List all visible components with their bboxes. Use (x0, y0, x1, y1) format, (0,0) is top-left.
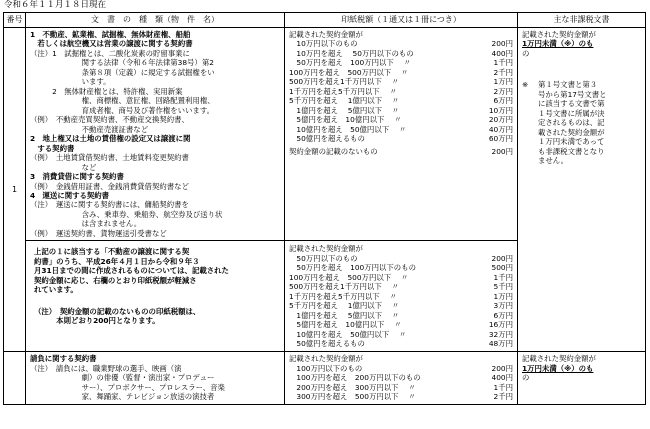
stamp-none-row (289, 147, 513, 156)
stamp-row (289, 301, 513, 310)
stamp-cell (285, 352, 518, 404)
nontax-line: の (522, 48, 530, 58)
text-line: 1 不動産、鉱業権、試掘権、無体財産権、船舶 (30, 30, 191, 39)
stamp-row (289, 383, 513, 392)
stamp-range: 50万円を超え 100万円以下のもの (289, 263, 416, 273)
stamp-range: 50億円を超えるもの (289, 339, 365, 348)
doc-type-cell (26, 352, 285, 404)
as-of-date: 令和６年１１月１８日現在 (4, 0, 107, 10)
stamp-row (289, 364, 513, 373)
text-line: 若しくは航空機又は営業の譲渡に関する契約書 (30, 39, 193, 49)
text-line: 4 運送に関する契約書 (30, 190, 110, 200)
nontax-note-line: １号文書に所属が決 (538, 108, 605, 118)
stamp-amount: 200円 (491, 253, 513, 263)
stamp-range: 5億円を超え 10億円以下 〃 (289, 115, 402, 125)
stamp-row (289, 254, 513, 263)
stamp-range: 500万円を超え1千万円以下 〃 (289, 282, 399, 292)
header-stamp: 印紙税額（１通又は１冊につき） (285, 13, 518, 28)
stamp-row (289, 273, 513, 282)
stamp-amount: 20万円 (488, 115, 513, 125)
box-text-line: 約書」のうち、平成26年４月１日から令和９年３ (34, 256, 200, 266)
stamp-amount: 16万円 (488, 320, 513, 330)
text-line: 条第８項（定義）に規定する試掘権をい (52, 67, 215, 77)
nontax-cell (518, 28, 646, 352)
stamp-amount: 200円 (491, 39, 513, 49)
text-line: （例） 金銭借用証書、金銭消費貸借契約書など (30, 181, 189, 191)
text-line: する契約書 (30, 143, 75, 153)
text-line: など (52, 162, 97, 172)
reduction-box-cell (26, 241, 518, 352)
nontax-note-line: 定されるものは、記 (538, 118, 605, 128)
nontax-line: の (522, 373, 530, 383)
stamp-row (289, 96, 513, 105)
stamp-amount: 1万円 (493, 77, 513, 87)
stamp-row (289, 77, 513, 86)
header-row (4, 13, 646, 28)
stamp-row (289, 311, 513, 320)
stamp-amount: 1千円 (493, 272, 513, 282)
stamp-amount: 1万円 (493, 291, 513, 301)
stamp-range: 100万円を超え 500万円以下 〃 (289, 272, 409, 282)
box-stamp-head: 記載された契約金額が (289, 244, 363, 254)
stamp-row (289, 292, 513, 301)
nontax-note-line: も非課税文書となり (538, 146, 605, 156)
stamp-row (289, 263, 513, 272)
nontax-note-line: 載された契約金額が (538, 127, 605, 137)
stamp-range: 100万円を超え 500万円以下 〃 (289, 67, 409, 77)
stamp-range: 500万円を超え1千万円以下 〃 (289, 77, 399, 87)
table-row (4, 28, 646, 241)
stamp-range: 200万円を超え 300万円以下 〃 (289, 382, 416, 392)
stamp-range: 5千万円を超え 1億円以下 〃 (289, 96, 400, 106)
note-mark: ※ (522, 80, 529, 90)
stamp-row (289, 320, 513, 329)
text-line: 2 無体財産権とは、特許権、実用新案 (30, 86, 183, 96)
text-line: （注） 請負には、職業野球の選手、映画（演 (30, 363, 182, 373)
stamp-range: 10万円以下のもの (289, 39, 358, 49)
nontax-note-line: １万円未満であって (538, 137, 605, 147)
stamp-range: 1億円を超え 5億円以下 〃 (289, 105, 400, 115)
box-note-line: 本則どおり200円となります。 (34, 316, 160, 326)
stamp-amount: 2万円 (493, 86, 513, 96)
nontax-note-line: ません。 (538, 156, 569, 166)
stamp-range: 5億円を超え 10億円以下 〃 (289, 320, 402, 330)
stamp-row (289, 392, 513, 401)
stamp-row (289, 115, 513, 124)
stamp-range: 100万円以下のもの (289, 363, 363, 373)
stamp-amount: 200円 (491, 363, 513, 373)
text-line: 含み、乗車券、乗船券、航空券及び送り状 (52, 209, 223, 219)
stamp-amount: 2千円 (493, 67, 513, 77)
stamp-range: 10万円を超え 50万円以下のもの (289, 48, 414, 58)
stamp-amount: 2千円 (493, 392, 513, 402)
stamp-amount: 10万円 (488, 105, 513, 115)
stamp-range: 100万円を超え 200万円以下のもの (289, 373, 421, 383)
box-text-line: 契約金額に応じ、右欄のとおり印紙税額が軽減さ (34, 275, 197, 285)
stamp-amount: 400円 (491, 48, 513, 58)
text-line: （例） 運送契約書、貨物運送引受書など (30, 228, 167, 238)
text-line: います。 (52, 77, 111, 87)
row-number: 1 (4, 28, 26, 352)
stamp-range: 1千万円を超え5千万円以下 〃 (289, 291, 397, 301)
stamp-range: 50万円を超え 100万円以下 〃 (289, 58, 411, 68)
text-line: （注）1 試掘権とは、二酸化炭素の貯留事業に (30, 48, 190, 58)
box-text-line: 月31日までの間に作成されるものについては、記載された (34, 266, 229, 276)
stamp-row (289, 282, 513, 291)
nontax-note-line: 号から第17号文書と (538, 89, 607, 99)
stamp-head: 記載された契約金額が (289, 354, 363, 364)
stamp-row (289, 134, 513, 143)
nontax-cell (518, 352, 646, 404)
stamp-row (289, 68, 513, 77)
box-text-line: れています。 (34, 285, 78, 295)
stamp-tax-table (3, 12, 646, 405)
stamp-amount: 48万円 (488, 339, 513, 348)
text-line: 劇）の俳優（監督・演出家・プロデュー (52, 373, 215, 383)
stamp-cell (285, 28, 518, 241)
row-number (4, 352, 26, 404)
stamp-row (289, 87, 513, 96)
text-line: （例） 不動産売買契約書、不動産交換契約書、 (30, 115, 189, 125)
stamp-head: 記載された契約金額が (289, 30, 363, 39)
stamp-range: 10億円を超え 50億円以下 〃 (289, 329, 407, 339)
nontax-note-line: に該当する文書で第 (538, 99, 605, 109)
stamp-row (289, 373, 513, 382)
nontax-line: 1万円未満（※）のも (522, 39, 594, 49)
header-number: 番号 (4, 13, 26, 28)
header-nontax: 主な非課税文書 (518, 13, 646, 28)
stamp-row (289, 125, 513, 134)
stamp-amount: 40万円 (488, 124, 513, 134)
stamp-amount: 6万円 (493, 96, 513, 106)
stamp-range: 50億円を超えるもの (289, 134, 365, 144)
text-line: 2 地上権又は土地の賃借権の設定又は譲渡に関 (30, 134, 191, 144)
stamp-amount: 32万円 (488, 329, 513, 339)
doc-type-cell (26, 28, 285, 241)
table-row (4, 352, 646, 404)
stamp-range: 10億円を超え 50億円以下 〃 (289, 124, 407, 134)
stamp-amount: 60万円 (488, 134, 513, 144)
text-line: 権、商標権、意匠権、回路配置利用権、 (52, 96, 215, 106)
text-line: 家、舞踊家、テレビジョン放送の演技者 (52, 392, 215, 402)
stamp-range: 1億円を超え 5億円以下 〃 (289, 310, 400, 320)
stamp-range: 5千万円を超え 1億円以下 〃 (289, 301, 400, 311)
stamp-range: 300万円を超え 500万円以下 〃 (289, 392, 416, 402)
stamp-amount: 1千円 (493, 58, 513, 68)
stamp-row (289, 339, 513, 348)
stamp-row (289, 330, 513, 339)
stamp-none-value: 200円 (491, 146, 513, 156)
text-line: （例） 土地賃貸借契約書、土地賃料変更契約書 (30, 153, 189, 163)
stamp-none-label: 契約金額の記載のないもの (289, 146, 378, 156)
nontax-line: 記載された契約金額が (522, 354, 596, 364)
stamp-row (289, 58, 513, 67)
stamp-row (289, 39, 513, 48)
text-line: 請負に関する契約書 (30, 354, 97, 364)
stamp-range: 50万円以下のもの (289, 253, 358, 263)
stamp-amount: 6万円 (493, 310, 513, 320)
box-note-line: （注） 契約金額の記載のないものの印紙税額は、 (34, 306, 201, 316)
stamp-amount: 500円 (491, 263, 513, 273)
text-line: （注） 運送に関する契約書には、傭船契約書を (30, 200, 189, 210)
stamp-amount: 3万円 (493, 301, 513, 311)
stamp-amount: 1千円 (493, 382, 513, 392)
text-line: は含まれません。 (52, 219, 142, 229)
text-line: 育成者権、商号及び著作権をいいます。 (52, 105, 215, 115)
stamp-amount: 5千円 (493, 282, 513, 292)
stamp-row (289, 106, 513, 115)
text-line: 3 消費貸借に関する契約書 (30, 172, 124, 182)
stamp-range: 1千万円を超え5千万円以下 〃 (289, 86, 397, 96)
nontax-note-line: 第１号文書と第３ (538, 80, 598, 90)
box-text-line: 上記の１に該当する「不動産の譲渡に関する契 (34, 247, 190, 257)
text-line: 関する法律（令和６年法律第38号）第2 (52, 58, 214, 68)
text-line: 不動産売渡証書など (52, 124, 149, 134)
stamp-row (289, 49, 513, 58)
header-doc-type: 文 書 の 種 類（物 件 名） (26, 13, 285, 28)
nontax-line: 1万円未満（※）のも (522, 363, 594, 373)
stamp-amount: 400円 (491, 373, 513, 383)
nontax-line: 記載された契約金額が (522, 30, 596, 39)
text-line: サー）、プロボクサー、プロレスラー、音楽 (52, 382, 225, 392)
